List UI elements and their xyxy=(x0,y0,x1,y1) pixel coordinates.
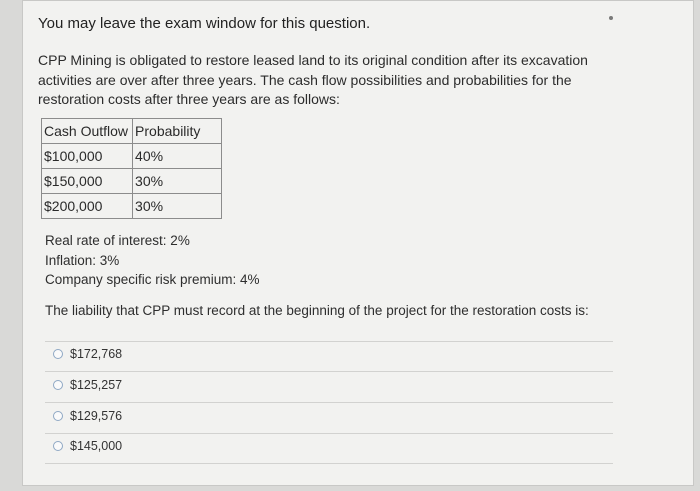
radio-button[interactable] xyxy=(53,349,63,359)
answer-option[interactable] xyxy=(53,409,122,423)
page-marker-dot xyxy=(609,16,613,20)
real-rate-text: Real rate of interest: 2% xyxy=(45,233,190,248)
answer-option[interactable] xyxy=(53,378,122,392)
answer-option[interactable] xyxy=(53,439,122,453)
cash-outflow-cell: $200,000 xyxy=(42,194,133,219)
option-label: $129,576 xyxy=(70,409,123,423)
table-row xyxy=(42,169,222,194)
inflation-text: Inflation: 3% xyxy=(45,252,120,268)
option-divider xyxy=(45,402,613,403)
option-divider xyxy=(45,433,613,434)
question-panel xyxy=(22,0,694,486)
cash-outflow-cell: $150,000 xyxy=(42,169,133,194)
option-label: $145,000 xyxy=(70,439,123,453)
option-divider xyxy=(45,463,613,464)
header-cash-outflow: Cash Outflow xyxy=(42,119,133,144)
option-divider xyxy=(45,341,613,342)
probability-cell: 40% xyxy=(133,144,222,169)
exam-notice: You may leave the exam window for this question. xyxy=(38,15,371,32)
radio-button[interactable] xyxy=(53,380,63,390)
cash-outflow-cell: $100,000 xyxy=(42,144,133,169)
cash-flow-table xyxy=(41,118,222,219)
option-divider xyxy=(45,371,613,372)
option-label: $172,768 xyxy=(70,347,123,361)
question-prompt: CPP Mining is obligated to restore leased land to its original condition after its excavation activities are over after three years. The cash flow possibilities and probabilities for the restoration costs after three years are as follows: xyxy=(38,52,588,107)
header-probability: Probability xyxy=(133,119,222,144)
option-label: $125,257 xyxy=(70,378,123,392)
risk-premium-text: Company specific risk premium: 4% xyxy=(45,272,260,287)
answer-option[interactable] xyxy=(53,347,122,361)
radio-button[interactable] xyxy=(53,411,63,421)
probability-cell: 30% xyxy=(133,169,222,194)
table-row xyxy=(42,144,222,169)
table-header-row xyxy=(42,119,222,144)
given-facts xyxy=(45,231,260,290)
radio-button[interactable] xyxy=(53,441,63,451)
question-text: The liability that CPP must record at the beginning of the project for the restoration costs is: xyxy=(45,303,589,318)
probability-cell: 30% xyxy=(133,194,222,219)
table-row xyxy=(42,194,222,219)
